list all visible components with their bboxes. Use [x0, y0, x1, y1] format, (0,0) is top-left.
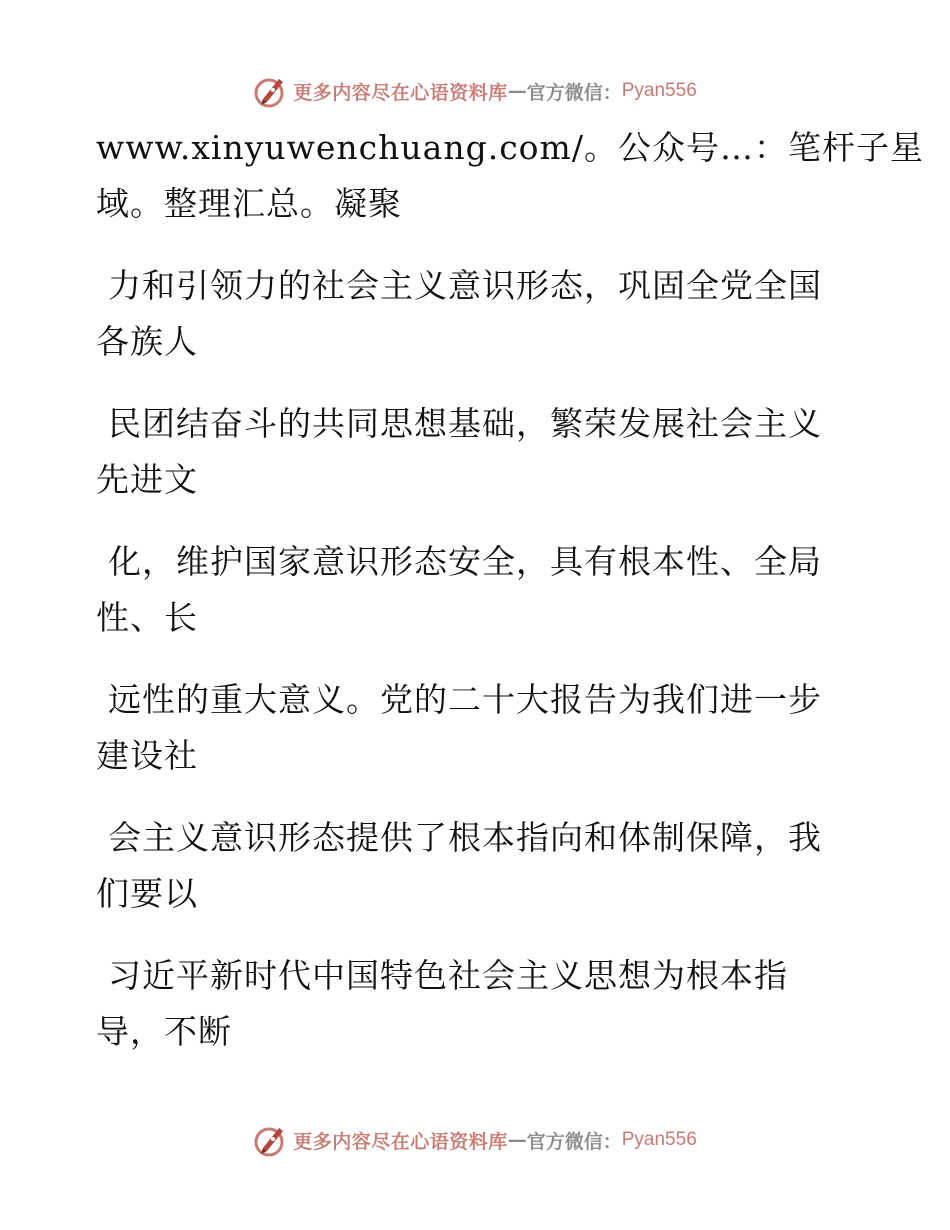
paragraph — [96, 948, 836, 1060]
header-dash: — — [507, 80, 527, 102]
document-body — [96, 120, 924, 1086]
paragraph-line: 化，维护国家意识形态安全，具有根本性、全局 — [108, 542, 822, 581]
paragraph-line: 远性的重大意义。党的二十大报告为我们进一步 — [108, 680, 822, 719]
pen-logo-icon — [253, 1122, 289, 1158]
paragraph-line: 建设社 — [96, 736, 198, 775]
paragraph-line: 域。整理汇总。凝聚 — [96, 184, 402, 223]
paragraph — [96, 672, 836, 784]
paragraph-line: 先进文 — [96, 460, 198, 499]
paragraph — [96, 396, 836, 508]
footer-banner — [0, 1120, 950, 1160]
paragraph — [96, 120, 924, 232]
paragraph-line: 性、长 — [96, 598, 198, 637]
paragraph — [96, 534, 836, 646]
paragraph-line: 导，不断 — [96, 1012, 232, 1051]
paragraph — [96, 258, 836, 370]
footer-dash: — — [507, 1129, 527, 1151]
footer-wechat-id: Pyan556 — [621, 1129, 697, 1150]
paragraph-line: 力和引领力的社会主义意识形态，巩固全党全国 — [108, 266, 822, 305]
paragraph — [96, 810, 836, 922]
paragraph-line: 们要以 — [96, 874, 198, 913]
header-banner — [0, 71, 950, 111]
footer-wechat-label: 官方微信： — [526, 1130, 622, 1153]
paragraph-line: www.xinyuwenchuang.com/。公众号…：笔杆子星 — [96, 128, 924, 167]
header-wechat-label: 官方微信： — [526, 81, 622, 104]
paragraph-line: 民团结奋斗的共同思想基础，繁荣发展社会主义 — [108, 404, 822, 443]
paragraph-line: 会主义意识形态提供了根本指向和体制保障，我 — [108, 818, 822, 857]
header-wechat-id: Pyan556 — [621, 80, 697, 101]
paragraph-line: 习近平新时代中国特色社会主义思想为根本指 — [108, 956, 788, 995]
pen-logo-icon — [253, 73, 289, 109]
footer-brand-text: 更多内容尽在心语资料库 — [293, 1130, 508, 1153]
paragraph-line: 各族人 — [96, 322, 198, 361]
header-brand-text: 更多内容尽在心语资料库 — [293, 81, 508, 104]
